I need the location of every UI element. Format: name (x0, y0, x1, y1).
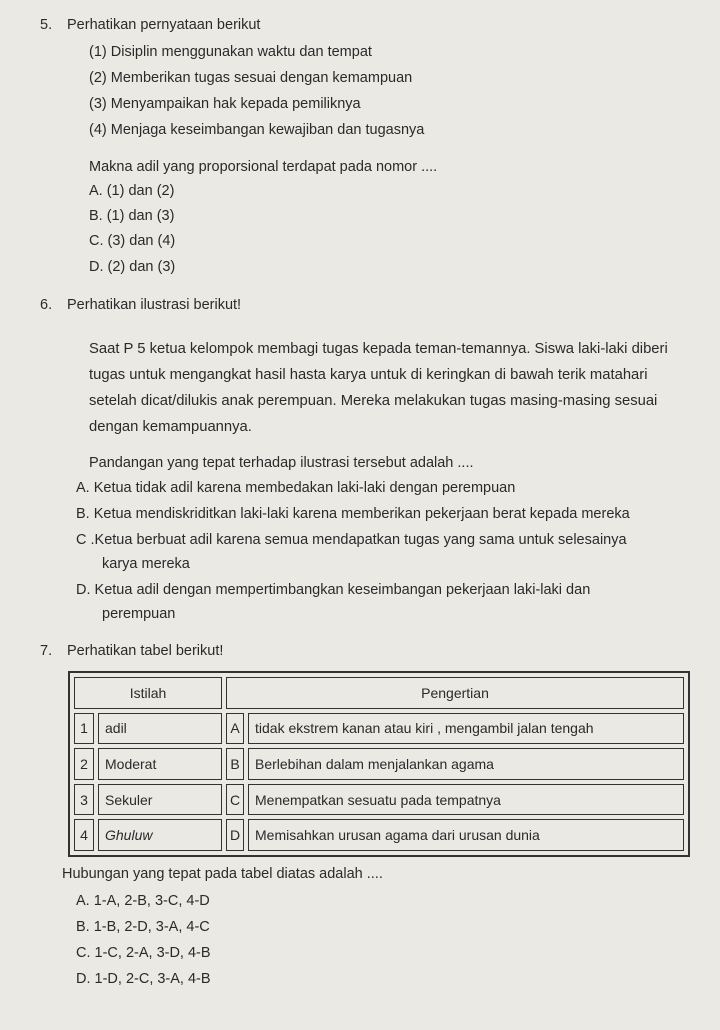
q6-paragraph-line-3: setelah dicat/dilukis anak perempuan. Mereka melakukan tugas masing-masing sesuai (89, 393, 658, 409)
q7-option-a[interactable]: A. 1-A, 2-B, 3-C, 4-D (76, 893, 210, 909)
row-number: 2 (74, 748, 94, 780)
meaning-letter: A (226, 713, 244, 745)
table-row (74, 713, 684, 745)
table-row (74, 819, 684, 851)
header-istilah: Istilah (74, 677, 222, 709)
meaning-letter: C (226, 784, 244, 816)
meaning-letter: B (226, 748, 244, 780)
q7-option-b[interactable]: B. 1-B, 2-D, 3-A, 4-C (76, 919, 210, 935)
q6-option-c-continued: karya mereka (102, 556, 190, 572)
q5-option-c[interactable]: C. (3) dan (4) (89, 233, 176, 249)
term: Moderat (98, 748, 222, 780)
meaning-letter: D (226, 819, 244, 851)
table-row (74, 784, 684, 816)
q6-option-b[interactable]: B. Ketua mendiskriditkan laki-laki karena memberikan pekerjaan berat kepada mereka (76, 506, 630, 522)
term: adil (98, 713, 222, 745)
q6-intro: Perhatikan ilustrasi berikut! (67, 297, 242, 313)
q5-option-d[interactable]: D. (2) dan (3) (89, 259, 176, 275)
row-number: 1 (74, 713, 94, 745)
q6-option-a[interactable]: A. Ketua tidak adil karena membedakan laki-laki dengan perempuan (76, 480, 516, 496)
q6-paragraph-line-2: tugas untuk mengangkat hasil hasta karya untuk di keringkan di bawah terik matahari (89, 367, 648, 383)
q7-option-c[interactable]: C. 1-C, 2-A, 3-D, 4-B (76, 945, 211, 961)
meaning: Memisahkan urusan agama dari urusan dunia (248, 819, 684, 851)
q6-paragraph-line-4: dengan kemampuannya. (89, 419, 252, 435)
q5-option-a[interactable]: A. (1) dan (2) (89, 183, 175, 199)
row-number: 4 (74, 819, 94, 851)
q7-number: 7. (40, 643, 53, 659)
q6-option-d-continued: perempuan (102, 606, 176, 622)
q5-statement-3: (3) Menyampaikan hak kepada pemiliknya (89, 96, 361, 112)
q7-option-d[interactable]: D. 1-D, 2-C, 3-A, 4-B (76, 971, 211, 987)
q6-question: Pandangan yang tepat terhadap ilustrasi tersebut adalah .... (89, 455, 474, 471)
table-header-row (74, 677, 684, 709)
q7-intro: Perhatikan tabel berikut! (67, 643, 224, 659)
q5-option-b[interactable]: B. (1) dan (3) (89, 208, 175, 224)
row-number: 3 (74, 784, 94, 816)
q7-question: Hubungan yang tepat pada tabel diatas adalah .... (62, 866, 383, 882)
terms-table (68, 671, 690, 857)
q6-number: 6. (40, 297, 53, 313)
term: Sekuler (98, 784, 222, 816)
meaning: Menempatkan sesuatu pada tempatnya (248, 784, 684, 816)
term: Ghuluw (98, 819, 222, 851)
q5-statement-2: (2) Memberikan tugas sesuai dengan kemampuan (89, 70, 413, 86)
q5-intro: Perhatikan pernyataan berikut (67, 17, 261, 33)
meaning: tidak ekstrem kanan atau kiri , mengambil jalan tengah (248, 713, 684, 745)
q5-number: 5. (40, 17, 53, 33)
q5-statement-4: (4) Menjaga keseimbangan kewajiban dan tugasnya (89, 122, 425, 138)
q5-statement-1: (1) Disiplin menggunakan waktu dan tempat (89, 44, 372, 60)
q6-paragraph-line-1: Saat P 5 ketua kelompok membagi tugas kepada teman-temannya. Siswa laki-laki diberi (89, 341, 668, 357)
table-row (74, 748, 684, 780)
q6-option-c[interactable]: C .Ketua berbuat adil karena semua mendapatkan tugas yang sama untuk selesainya (76, 532, 627, 548)
meaning: Berlebihan dalam menjalankan agama (248, 748, 684, 780)
header-pengertian: Pengertian (226, 677, 684, 709)
q5-question: Makna adil yang proporsional terdapat pada nomor .... (89, 159, 438, 175)
q6-option-d[interactable]: D. Ketua adil dengan mempertimbangkan keseimbangan pekerjaan laki-laki dan (76, 582, 591, 598)
